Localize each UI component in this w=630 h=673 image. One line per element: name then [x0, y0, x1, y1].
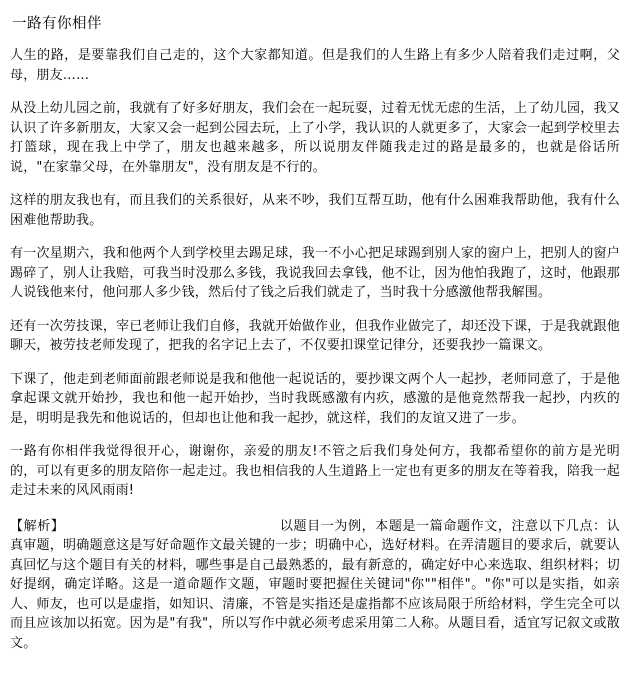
analysis-text-block: [10, 517, 620, 654]
page-title: 一路有你相伴: [12, 16, 102, 32]
body-paragraph: 有一次星期六，我和他两个人到学校里去踢足球，我一不小心把足球踢到别人家的窗户上，把别人的窗户踢碎了，别人让我赔，可我当时没那么多钱，我说我回去拿钱，他不让，因为他怕我跑了，这时，他跟那人说钱他来付，他问那人多少钱，然后付了钱之后我们就走了，当时我十分感激他帮我解围。: [10, 246, 620, 300]
body-paragraph: 一路有你相伴我觉得很开心，谢谢你，亲爱的朋友!不管之后我们身处何方，我都希望你的前方是光明的，可以有更多的朋友陪你一起走过。我也相信我的人生道路上一定也有更多的朋友在等着我，陪我一起走过未来的风风雨雨!: [10, 444, 620, 498]
analysis-label: 【解析】: [10, 518, 65, 534]
body-paragraph: 这样的朋友我也有，而且我们的关系很好，从来不吵，我们互帮互助，他有什么困难我帮助他，我有什么困难他帮助我。: [10, 193, 620, 228]
body-paragraph: 下课了，他走到老师面前跟老师说是我和他他一起说话的，要抄课文两个人一起抄，老师同意了，于是他拿起课文就开始抄，我也和他一起开始抄，当时我既感激有内疚，感激的是他竟然帮我一起抄，内疚的是，明明是我先和他说话的，但却也让他和我一起抄，就这样，我们的友谊又进了一步。: [10, 371, 620, 426]
body-paragraph: 从没上幼儿园之前，我就有了好多好朋友，我们会在一起玩耍，过着无忧无虑的生活，上了幼儿园，我又认识了许多新朋友，大家又会一起到公园去玩，上了小学，我认识的人就更多了，大家会一起到学校里去打篮球，现在我上中学了，朋友也越来越多，所以说朋友伴随我走过的路是最多的，也就是俗话所说，"在家靠父母，在外靠朋友"，没有朋友是不行的。: [10, 101, 620, 175]
analysis-section: [10, 517, 620, 654]
body-paragraph: 人生的路，是要靠我们自己走的，这个大家都知道。但是我们的人生路上有多少人陪着我们走过啊，父母，朋友……: [10, 48, 620, 83]
body-paragraph: 还有一次劳技课，宰已老师让我们自修，我就开始做作业，但我作业做完了，却还没下课，于是我就跟他聊天，被劳技老师发现了，把我的名字记上去了，不仅要扣课堂记律分，还要我抄一篇课文。: [10, 318, 620, 353]
analysis-text: 以题目一为例，本题是一篇命题作文，注意以下几点：认真审题，明确题意这是写好命题作文最关键的一步；明确中心，选好材料。在弄清题目的要求后，就要认真回忆与这个题目有关的材料，哪些事是自己最熟悉的，最有新意的，确定好中心来选取、组织材料；切好提纲，确定详略。这是一道命题作文题，审题时要把握住关键词"你""相伴"。"你"可以是实指，如亲人、师友，也可以是虚指，如知识、清廉，不管是实指还是虚指都不应该局限于所给材料，学生完全可以而且应该加以拓宽。因为是"有我"，所以写作中就必须考虑采用第二人称。从题目看，适宜写记叙文或散文。: [10, 518, 620, 651]
